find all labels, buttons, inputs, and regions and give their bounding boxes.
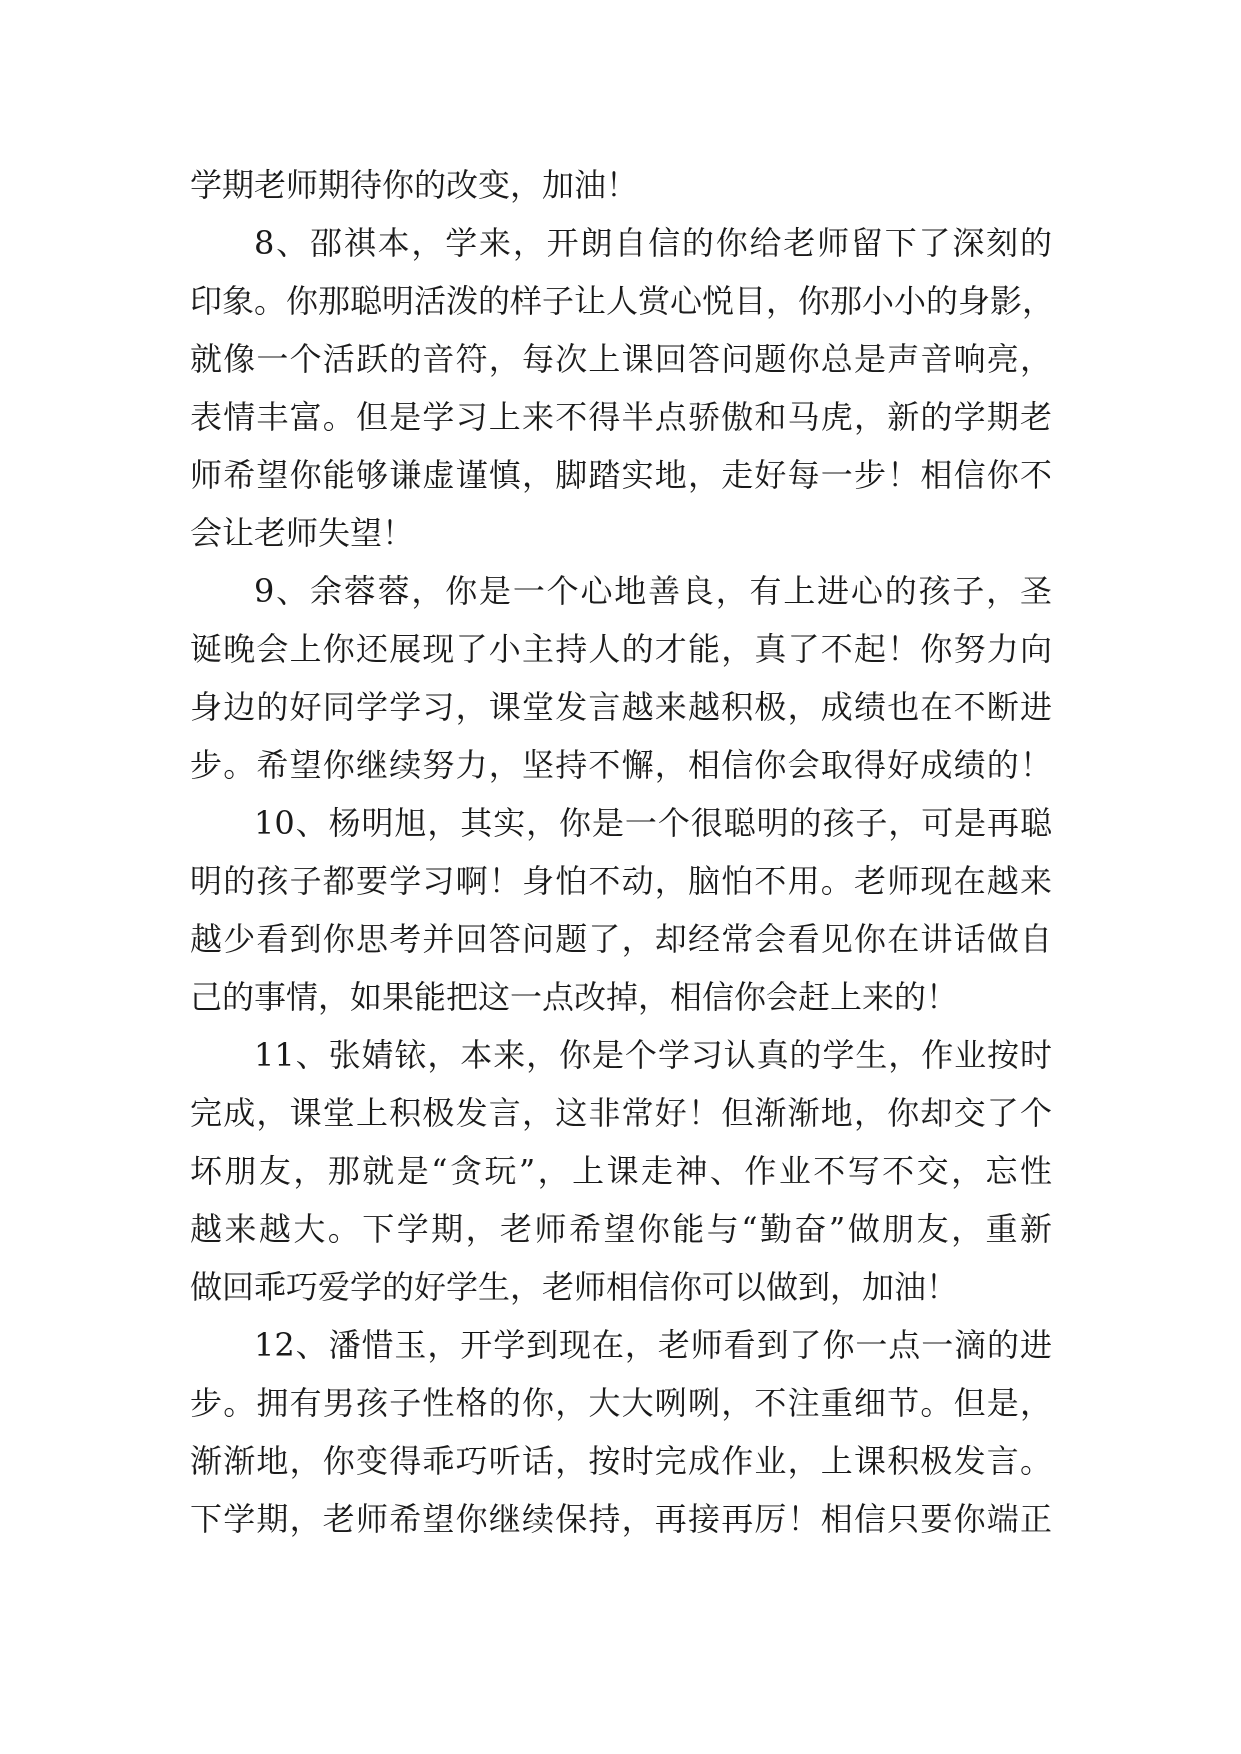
text-line: 下学期，老师希望你继续保持，再接再厉！相信只要你端正 [190, 1500, 1052, 1538]
text-line: 师希望你能够谦虚谨慎，脚踏实地，走好每一步！相信你不 [190, 456, 1052, 494]
text-line: 坏朋友，那就是“贪玩”，上课走神、作业不写不交，忘性 [190, 1152, 1052, 1190]
paragraph-first-line: 11、张婧铱，本来，你是个学习认真的学生，作业按时 [254, 1036, 1052, 1074]
text-line: 诞晚会上你还展现了小主持人的才能，真了不起！你努力向 [190, 630, 1052, 668]
text-line: 明的孩子都要学习啊！身怕不动，脑怕不用。老师现在越来 [190, 862, 1052, 900]
text-line: 就像一个活跃的音符，每次上课回答问题你总是声音响亮， [190, 340, 1052, 378]
text-line: 印象。你那聪明活泼的样子让人赏心悦目，你那小小的身影， [190, 282, 1055, 320]
text-line: 做回乖巧爱学的好学生，老师相信你可以做到，加油！ [190, 1268, 959, 1306]
paragraph-first-line: 10、杨明旭，其实，你是一个很聪明的孩子，可是再聪 [254, 804, 1052, 842]
text-line: 越少看到你思考并回答问题了，却经常会看见你在讲话做自 [190, 920, 1052, 958]
paragraph-first-line: 8、邵祺本，学来，开朗自信的你给老师留下了深刻的 [254, 224, 1052, 262]
text-line: 步。希望你继续努力，坚持不懈，相信你会取得好成绩的！ [190, 746, 1052, 784]
paragraph-first-line: 9、余蓉蓉，你是一个心地善良，有上进心的孩子，圣 [254, 572, 1052, 610]
text-line: 己的事情，如果能把这一点改掉，相信你会赶上来的！ [190, 978, 959, 1016]
text-line: 表情丰富。但是学习上来不得半点骄傲和马虎，新的学期老 [190, 398, 1052, 436]
text-line: 越来越大。下学期，老师希望你能与“勤奋”做朋友，重新 [190, 1210, 1052, 1248]
text-line: 学期老师期待你的改变，加油！ [190, 166, 639, 204]
text-line: 步。拥有男孩子性格的你，大大咧咧，不注重细节。但是， [190, 1384, 1052, 1422]
paragraph-first-line: 12、潘惜玉，开学到现在，老师看到了你一点一滴的进 [254, 1326, 1052, 1364]
text-line: 完成，课堂上积极发言，这非常好！但渐渐地，你却交了个 [190, 1094, 1052, 1132]
text-line: 会让老师失望！ [190, 514, 415, 552]
text-line: 渐渐地，你变得乖巧听话，按时完成作业，上课积极发言。 [190, 1442, 1052, 1480]
text-line: 身边的好同学学习，课堂发言越来越积极，成绩也在不断进 [190, 688, 1052, 726]
